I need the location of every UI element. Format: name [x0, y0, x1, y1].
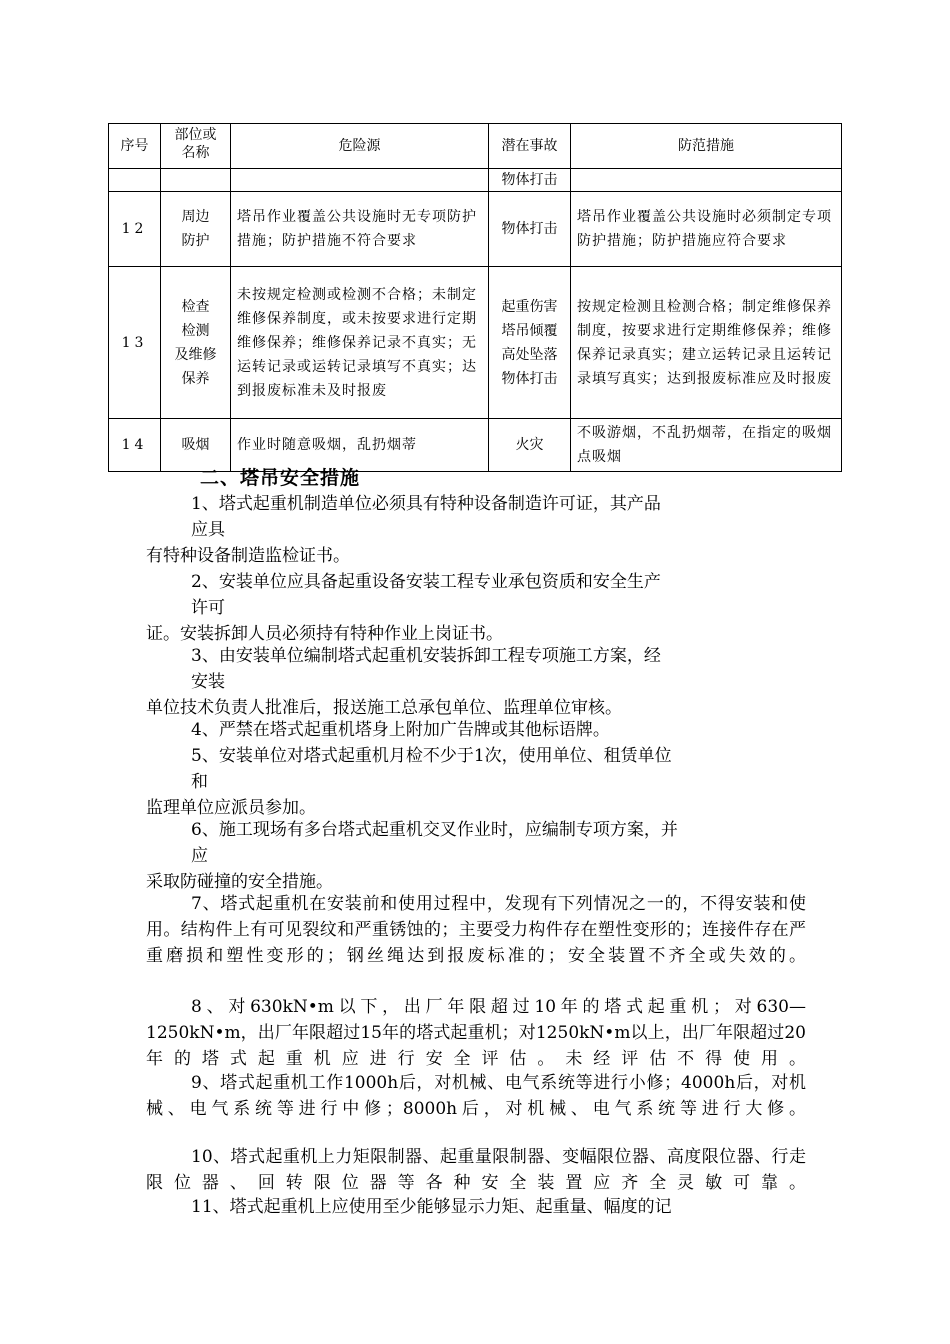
row-measures: 不吸游烟，不乱扔烟蒂，在指定的吸烟点吸烟 — [571, 419, 842, 472]
measure-item-4: 4、严禁在塔式起重机塔身上附加广告牌或其他标语牌。 — [191, 720, 610, 740]
header-hazard: 危险源 — [231, 124, 489, 169]
measure-item-1: 1、塔式起重机制造单位必须具有特种设备制造许可证，其产品 应具 有特种设备制造监检证书。 — [146, 494, 661, 566]
measure-item-3: 3、由安装单位编制塔式起重机安装拆卸工程专项施工方案，经 安装 单位技术负责人批准后，报送施工总承包单位、监理单位审核。 — [146, 646, 661, 718]
measure-item-5: 5、安装单位对塔式起重机月检不少于1次，使用单位、租赁单位 和 监理单位应派员参加。 — [146, 746, 672, 818]
measure-item-7: 7、塔式起重机在安装前和使用过程中，发现有下列情况之一的，不得安装和使用。结构件上有可见裂纹和严重锈蚀的；主要受力构件存在塑性变形的；连接件存在严重磨损和塑性变形的；钢丝绳达到报废标准的；安全装置不齐全或失效的。 — [146, 894, 806, 966]
row-part: 检查 检测 及维修 保养 — [161, 267, 231, 419]
row-part: 周边 防护 — [161, 192, 231, 267]
header-part — [161, 124, 231, 169]
measure-item-2: 2、安装单位应具备起重设备安装工程专业承包资质和安全生产 许可 证。安装拆卸人员必须持有特种作业上岗证书。 — [146, 572, 661, 644]
measure-item-10: 10、塔式起重机上力矩限制器、起重量限制器、变幅限位器、高度限位器、行走限位器、回转限位器等各种安全装置应齐全灵敏可靠。 — [146, 1147, 806, 1193]
row-hazard: 作业时随意吸烟，乱扔烟蒂 — [231, 419, 489, 472]
row-accident: 起重伤害 塔吊倾覆 高处坠落 物体打击 — [489, 267, 571, 419]
table-continuation-row — [109, 169, 842, 192]
row-index: 14 — [109, 419, 161, 472]
continuation-accident: 物体打击 — [489, 169, 571, 192]
table-row — [109, 192, 842, 267]
section-title: 二、塔吊安全措施 — [200, 467, 361, 489]
row-measures: 塔吊作业覆盖公共设施时必须制定专项防护措施；防护措施应符合要求 — [571, 192, 842, 267]
row-hazard: 塔吊作业覆盖公共设施时无专项防护措施；防护措施不符合要求 — [231, 192, 489, 267]
header-measures: 防范措施 — [571, 124, 842, 169]
table-header-row — [109, 124, 842, 169]
header-index: 序号 — [109, 124, 161, 169]
header-part-line2: 名称 — [181, 145, 210, 161]
row-accident: 火灾 — [489, 419, 571, 472]
row-index: 13 — [109, 267, 161, 419]
measure-item-9: 9、塔式起重机工作1000h后，对机械、电气系统等进行小修；4000h后，对机械、电气系统等进行中修；8000h后，对机械、电气系统等进行大修。 — [146, 1073, 806, 1119]
row-hazard: 未按规定检测或检测不合格；未制定维修保养制度，或未按要求进行定期维修保养；维修保养记录不真实；无运转记录或运转记录填写不真实；达到报废标准未及时报废 — [231, 267, 489, 419]
measure-item-11: 11、塔式起重机上应使用至少能够显示力矩、起重量、幅度的记 — [191, 1197, 672, 1217]
row-part: 吸烟 — [161, 419, 231, 472]
header-part-line1: 部位或 — [174, 127, 217, 143]
row-index: 12 — [109, 192, 161, 267]
hazard-table — [108, 123, 842, 472]
row-accident: 物体打击 — [489, 192, 571, 267]
row-measures: 按规定检测且检测合格；制定维修保养制度，按要求进行定期维修保养；维修保养记录真实；建立运转记录且运转记录填写真实；达到报废标准应及时报废 — [571, 267, 842, 419]
table-row — [109, 267, 842, 419]
header-accident: 潜在事故 — [489, 124, 571, 169]
measure-item-8: 8、对630kN•m以下，出厂年限超过10年的塔式起重机；对630—1250kN•m，出厂年限超过15年的塔式起重机；对1250kN•m以上，出厂年限超过20年的塔式起重机应进行安全评估。未经评估不得使用。 — [146, 997, 806, 1069]
measure-item-6: 6、施工现场有多台塔式起重机交叉作业时，应编制专项方案，并 应 采取防碰撞的安全措施。 — [146, 820, 678, 892]
